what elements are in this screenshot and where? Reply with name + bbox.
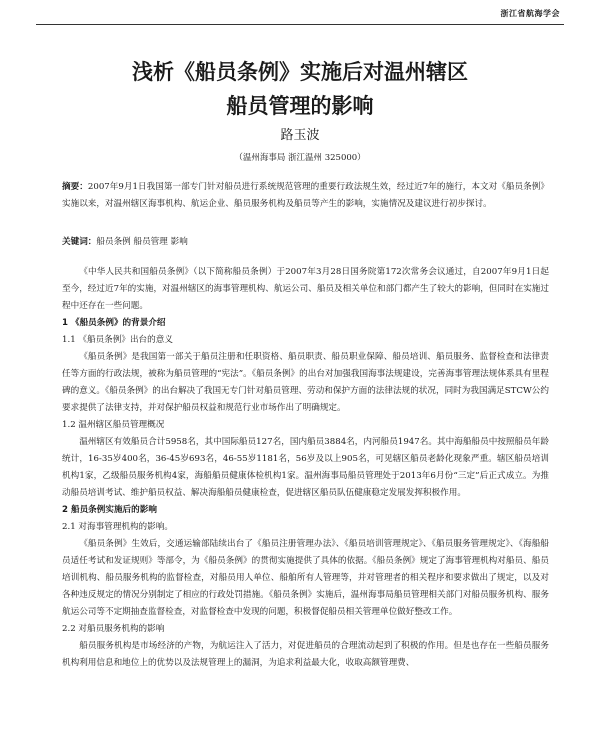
paragraph-overview: 温州辖区有效船员合计5958名，其中国际船员127名，国内船员3884名，内河船员1947名。其中海船船员中按照船员年龄统计，16-35岁400名，36-45岁693名，46-55岁1181名，56岁及以上905名，可见辖区船员老龄化现象严重。辖区船员培训机构1家，乙级船员服务机构4家，海船船员健康体检机构1家。温州海事局船员管理处于2013年6月份“三定”后正式成立。为推动船员培训考试、维护船员权益、解决海船船员健康检查，促进辖区船员队伍健康稳定发展发挥积极作用。: [62, 437, 549, 498]
subsection-heading-1-1: 1.1 《船员条例》出台的意义: [62, 335, 173, 345]
abstract: [62, 179, 549, 213]
author: 路玉波: [280, 128, 320, 143]
abstract-text: 2007年9月1日我国第一部专门针对船员进行系统规范管理的重要行政法规生效，经过近7年的施行，本文对《船员条例》实施以来，对温州辖区海事机构、航运企业、船员服务机构及船员等产生的影响，实施情况及建议进行初步探讨。: [62, 182, 549, 209]
header-rule: [36, 24, 564, 25]
paragraph-agency-impact: 船员服务机构是市场经济的产物，为航运注入了活力，对促进船员的合理流动起到了积极的作用。但是也存在一些船员服务机构利用信息和地位上的优势以及法规管理上的漏洞，为追求利益最大化，收取高额管理费、: [62, 641, 549, 668]
title-line-2: 船员管理的影响: [226, 94, 374, 118]
paragraph-maritime-impact: 《船员条例》生效后，交通运输部陆续出台了《船员注册管理办法》、《船员培训管理规定》、《船员服务管理规定》、《海船船员适任考试和发证规则》等部令，为《船员条例》的贯彻实施提供了具体的依据。《船员条例》规定了海事管理机构对船员、船员培训机构、船员服务机构的监督检查，对船员用人单位、船舶所有人管理等，并对管理者的相关程序和要求做出了规定，以及对各种违反规定的情况分别制定了相应的行政处罚措施。《船员条例》实施后，温州海事局船员管理相关部门对船员服务机构、服务航运公司等不定期抽查监督检查，对监督检查中发现的问题，积极督促船员相关管理单位做好整改工作。: [62, 539, 549, 617]
keywords-text: 船员条例 船员管理 影响: [96, 237, 188, 247]
article-body: [62, 264, 549, 672]
subsection-heading-1-2: 1.2 温州辖区船员管理概况: [62, 420, 165, 430]
abstract-label: 摘要：: [62, 182, 88, 192]
subsection-heading-2-2: 2.2 对船员服务机构的影响: [62, 624, 165, 634]
subsection-heading-2-1: 2.1 对海事管理机构的影响。: [62, 522, 173, 532]
paragraph-significance: 《船员条例》是我国第一部关于船员注册和任职资格、船员职责、船员职业保障、船员培训、船员服务、监督检查和法律责任等方面的行政法规，被称为船员管理的“宪法”。《船员条例》的出台对加强我国海事法规建设，完善海事管理法规体系具有里程碑的意义。《船员条例》的出台解决了我国无专门针对船员管理、劳动和保护方面的法律法规的状况，同时为我国满足STCW公约要求提供了法律支持，并对保护船员权益和规范行业市场作出了明确规定。: [62, 352, 549, 413]
section-heading-2: 2 船员条例实施后的影响: [62, 505, 157, 515]
journal-name: 浙江省航海学会: [500, 8, 560, 18]
keywords: [62, 234, 549, 251]
title-line-1: 浅析《船员条例》实施后对温州辖区: [132, 60, 468, 84]
section-heading-1: 1 《船员条例》的背景介绍: [62, 318, 166, 328]
affiliation: （温州海事局 浙江温州 325000）: [234, 153, 366, 163]
paragraph-intro: 《中华人民共和国船员条例》（以下简称船员条例）于2007年3月28日国务院第172次常务会议通过，自2007年9月1日起至今，经过近7年的实施，对温州辖区的海事管理机构、航运公司、船员及相关单位和部门都产生了较大的影响，但同时在实施过程中还存在一些问题。: [62, 267, 549, 311]
keywords-label: 关键词：: [62, 237, 97, 247]
